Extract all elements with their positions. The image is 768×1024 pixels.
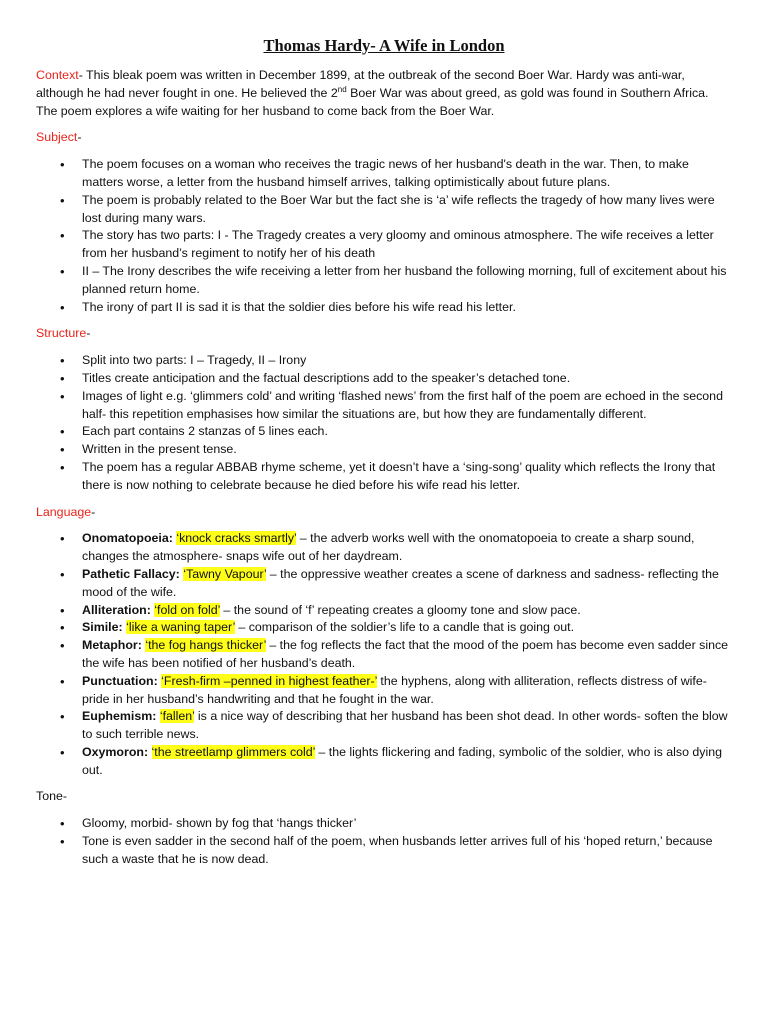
language-heading: Language- [36, 504, 96, 519]
highlighted-quote: ‘Fresh-firm –penned in highest feather-’ [161, 673, 377, 688]
list-item: • Gloomy, morbid- shown by fog that ‘hangs thicker’ [36, 815, 732, 833]
list-item: • The poem is probably related to the Boer War but the fact she is ‘a’ wife reflects the tragedy of how many lives were lost during many wars. [36, 192, 732, 228]
language-list [36, 530, 732, 779]
list-item: • Written in the present tense. [36, 441, 732, 459]
list-item: • Onomatopoeia: ‘knock cracks smartly’ – the adverb works well with the onomatopoeia to create a sharp sound, changes the atmosphere- snaps wife out of her daydream. [36, 530, 732, 566]
list-item: • Tone is even sadder in the second half of the poem, when husbands letter arrives full of his ‘hoped return,’ because such a waste that he is now dead. [36, 833, 732, 869]
highlighted-quote: ‘fallen’ [159, 709, 195, 724]
highlighted-quote: ‘Tawny Vapour’ [183, 566, 267, 581]
highlighted-quote: ‘fold on fold’ [154, 602, 220, 617]
list-item: • Images of light e.g. ‘glimmers cold’ and writing ‘flashed news’ from the first half of the poem are echoed in the second half- this repetition emphasises how similar the situations are, but how they are fundamentally different. [36, 388, 732, 424]
highlighted-quote: ‘the streetlamp glimmers cold’ [151, 744, 315, 759]
list-item: • Alliteration: ‘fold on fold’ – the sound of ‘f’ repeating creates a gloomy tone and slow pace. [36, 602, 732, 620]
list-item: • The poem focuses on a woman who receives the tragic news of her husband's death in the war. Then, to make matters worse, a letter from the husband himself arrives, talking optimistically about future plans. [36, 156, 732, 192]
list-item: • The story has two parts: I - The Tragedy creates a very gloomy and ominous atmosphere. The wife receives a letter from her husband’s regiment to notify her of his death [36, 227, 732, 263]
list-item: • Pathetic Fallacy: ‘Tawny Vapour’ – the oppressive weather creates a scene of darkness and sadness- reflecting the mood of the wife. [36, 566, 732, 602]
list-item: • Oxymoron: ‘the streetlamp glimmers cold’ – the lights flickering and fading, symbolic of the soldier, who is also dying out. [36, 744, 732, 780]
page-title: Thomas Hardy- A Wife in London [263, 36, 505, 55]
highlighted-quote: ‘like a waning taper’ [126, 620, 235, 635]
list-item: • The irony of part II is sad it is that the soldier dies before his wife read his letter. [36, 299, 732, 317]
context-paragraph: Context- This bleak poem was written in December 1899, at the outbreak of the second Boer War. Hardy was anti-war, although he had never fought in one. He believed the 2nd Boer War was about greed, as gold was found in Southern Africa. The poem explores a wife waiting for her husband to come back from the Boer War. [36, 68, 709, 118]
list-item: • Each part contains 2 stanzas of 5 lines each. [36, 423, 732, 441]
highlighted-quote: ‘knock cracks smartly’ [176, 531, 297, 546]
structure-heading: Structure- [36, 326, 91, 341]
list-item: • Punctuation: ‘Fresh-firm –penned in highest feather-’ the hyphens, along with alliteration, reflects distress of wife- pride in her husband’s handwriting and that he fought in the war. [36, 673, 732, 709]
highlighted-quote: ‘the fog hangs thicker’ [145, 638, 266, 653]
tone-list [36, 815, 732, 868]
list-item: • Titles create anticipation and the factual descriptions add to the speaker’s detached tone. [36, 370, 732, 388]
list-item: • Simile: ‘like a waning taper’ – comparison of the soldier’s life to a candle that is going out. [36, 619, 732, 637]
tone-heading: Tone- [36, 789, 67, 804]
list-item: • Metaphor: ‘the fog hangs thicker’ – the fog reflects the fact that the mood of the poem has become even sadder since the wife has been notified of her husband’s death. [36, 637, 732, 673]
list-item: • Split into two parts: I – Tragedy, II – Irony [36, 352, 732, 370]
context-label: Context [36, 68, 79, 82]
list-item: • The poem has a regular ABBAB rhyme scheme, yet it doesn’t have a ‘sing-song’ quality which reflects the Irony that there is now nothing to celebrate because he died before his wife read his letter. [36, 459, 732, 495]
subject-list [36, 156, 732, 316]
list-item: • II – The Irony describes the wife receiving a letter from her husband the following morning, full of excitement about his planned return home. [36, 263, 732, 299]
list-item: • Euphemism: ‘fallen’ is a nice way of describing that her husband has been shot dead. In other words- soften the blow to such terrible news. [36, 708, 732, 744]
subject-heading: Subject- [36, 130, 82, 145]
structure-list [36, 352, 732, 494]
